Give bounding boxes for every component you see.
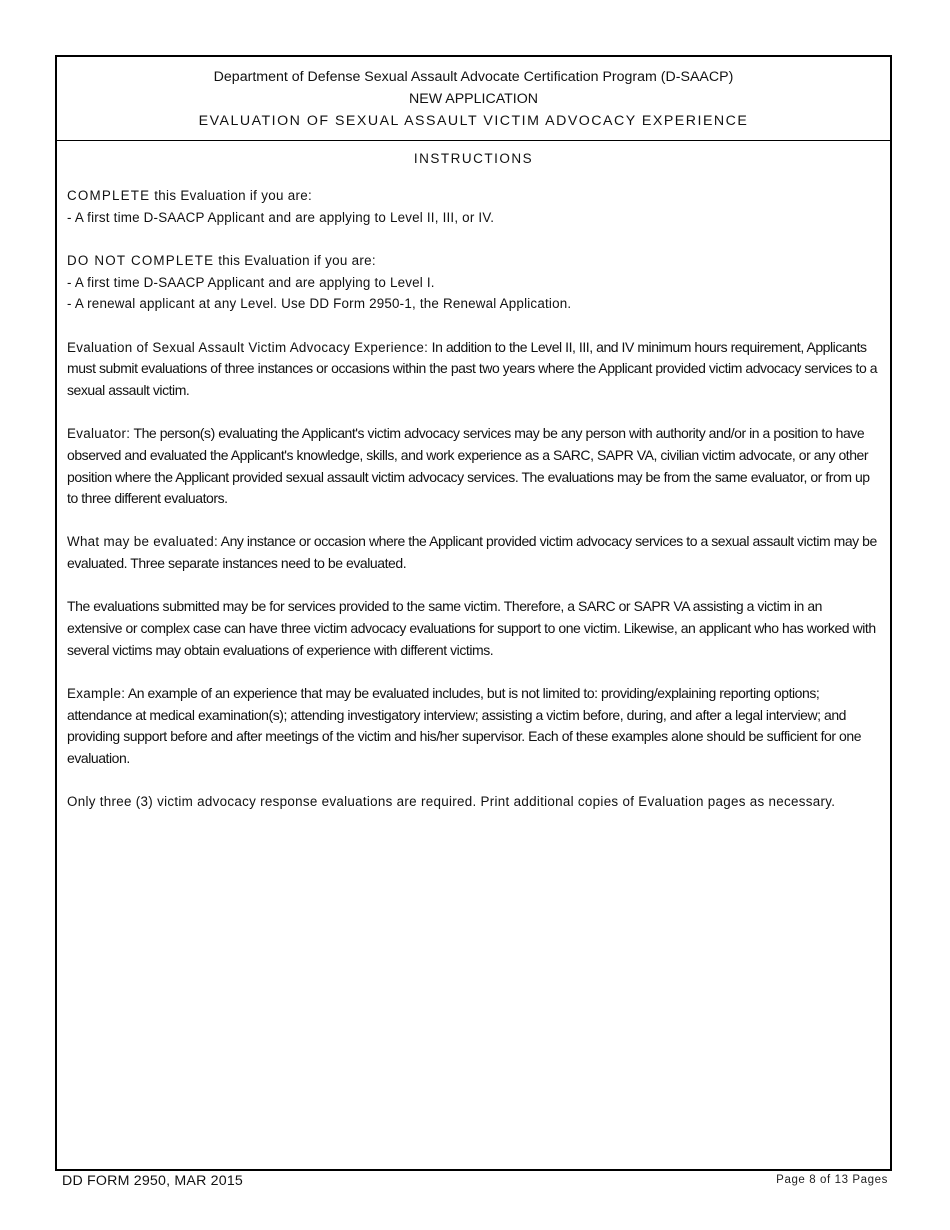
program-title: Department of Defense Sexual Assault Advocate Certification Program (D-SAACP) [213,69,734,85]
page-number: Page 8 of 13 Pages [776,1174,888,1186]
evaluator-label: Evaluator: [67,426,131,442]
example-paragraph [67,683,880,770]
complete-item: - A first time D-SAACP Applicant and are applying to Level II, III, or IV. [67,209,495,225]
evaluator-text: The person(s) evaluating the Applicant's victim advocacy services may be any person with authority and/or in a position to have observed and evaluated the Applicant's knowledge, skills, and work experience as a SARC, SAPR VA, civilian victim advocate, or any other position where the Applicant provided sexual assault victim advocacy services. The evaluations may be from the same evaluator, or from up to three different evaluators. [67,425,870,507]
form-header [57,57,890,141]
instructions-heading: INSTRUCTIONS [413,151,534,166]
evaluator-paragraph [67,423,880,510]
closing-note-text: Only three (3) victim advocacy response evaluations are required. Print additional copies of Evaluation pages as necessary. [67,794,836,810]
do-not-complete-text: this Evaluation if you are: [214,252,376,268]
evaluation-experience-text: In addition to the Level II, III, and IV minimum hours requirement, Applicants must submit evaluations of three instances or occasions within the past two years where the Applicant provided victim advocacy services to a sexual assault victim. [67,338,878,398]
what-evaluated-paragraph [67,531,880,574]
form-frame [55,55,892,1171]
instructions-section [57,141,890,813]
same-victim-paragraph: The evaluations submitted may be for services provided to the same victim. Therefore, a SARC or SAPR VA assisting a victim in an extensive or complex case can have three victim advocacy evaluations for support to one victim. Likewise, an applicant who has worked with several victims may obtain evaluations of experience with different victims. [67,598,876,658]
do-not-complete-label: DO NOT COMPLETE [67,252,215,268]
complete-criteria [67,185,880,228]
do-not-complete-criteria [67,250,880,315]
complete-text: this Evaluation if you are: [150,188,312,203]
example-text: An example of an experience that may be evaluated includes, but is not limited to: providing/explaining reporting options; attendance at medical examination(s); attending investigatory interview; assisting a victim before, during, and after a legal interview; and providing support before and after meetings of the victim and his/her supervisor. Each of these examples alone should be sufficient for one evaluation. [67,684,862,767]
form-identifier: DD FORM 2950, MAR 2015 [62,1173,244,1189]
evaluation-experience-label: Evaluation of Sexual Assault Victim Advocacy Experience: [67,339,429,355]
evaluation-experience-paragraph [67,337,880,402]
what-evaluated-label: What may be evaluated: [67,534,219,550]
complete-label: COMPLETE [67,188,151,203]
form-title: EVALUATION OF SEXUAL ASSAULT VICTIM ADVOCACY EXPERIENCE [198,113,749,129]
do-not-complete-item: - A renewal applicant at any Level. Use DD Form 2950-1, the Renewal Application. [67,296,572,312]
what-evaluated-text: Any instance or occasion where the Applicant provided victim advocacy services to a sexual assault victim may be evaluated. Three separate instances need to be evaluated. [67,533,877,572]
application-type: NEW APPLICATION [408,91,539,107]
closing-note [67,791,880,813]
example-label: Example: [67,685,126,701]
do-not-complete-item: - A first time D-SAACP Applicant and are applying to Level I. [67,274,435,290]
